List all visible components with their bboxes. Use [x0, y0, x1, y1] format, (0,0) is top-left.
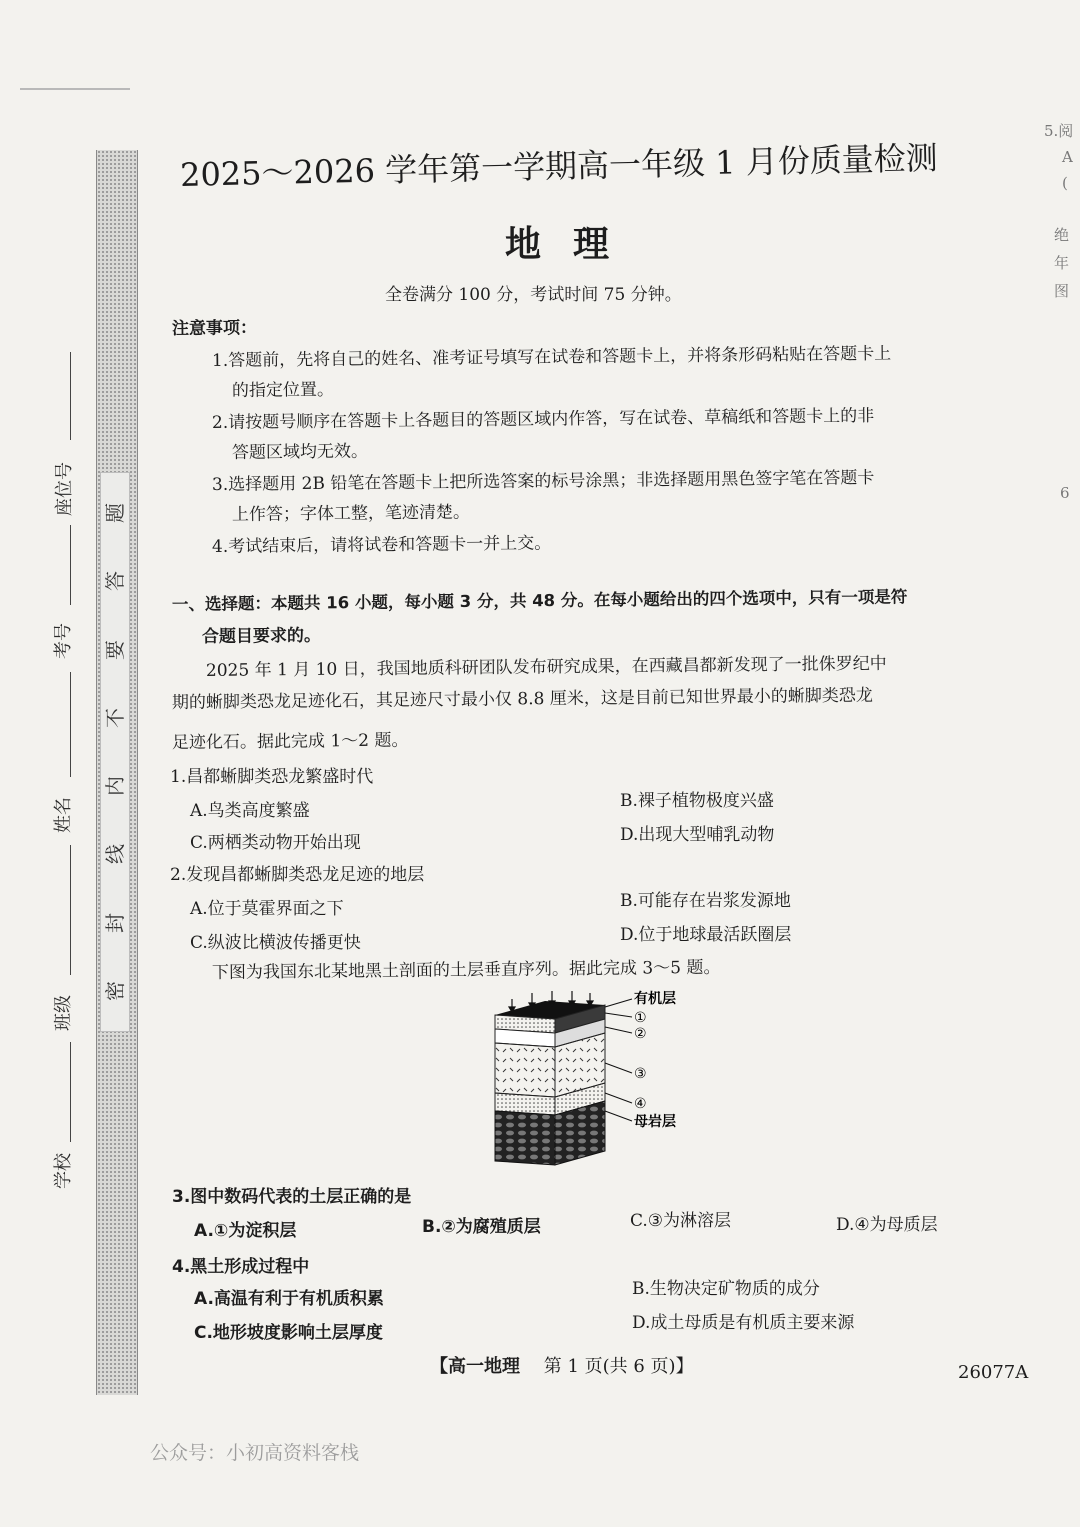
edge-text: 6	[1060, 484, 1070, 502]
question-stem: 3.图中数码代表的土层正确的是	[172, 1187, 412, 1207]
option-b: B.裸子植物极度兴盛	[620, 791, 774, 811]
label-organic: 有机层	[634, 991, 676, 1007]
name-line	[70, 672, 71, 777]
full-mark-text: 全卷满分 100 分，考试时间 75 分钟。	[385, 285, 682, 305]
option-d: D.④为母质层	[836, 1215, 938, 1235]
edge-text: 图	[1054, 282, 1070, 300]
seal-char: 要	[103, 639, 127, 660]
option-b: B.可能存在岩浆发源地	[620, 891, 791, 911]
option-c: C.③为淋溶层	[630, 1211, 732, 1231]
section-heading: 一、选择题：本题共 16 小题，每小题 3 分，共 48 分。在每小题给出的四个选项中，只有一项是符	[171, 587, 908, 614]
exam-number-line	[70, 525, 71, 605]
school-label: 学校	[53, 1153, 74, 1189]
soil-profile-figure	[480, 985, 710, 1175]
school-line	[70, 1042, 71, 1142]
edge-text: (	[1062, 174, 1068, 192]
subject-title: 地理	[505, 224, 642, 265]
notice-line: 3.选择题用 2B 铅笔在答题卡上把所选答案的标号涂黑；非选择题用黑色签字笔在答题卡	[211, 468, 875, 495]
seal-char: 线	[103, 844, 127, 865]
passage-line: 期的蜥脚类恐龙足迹化石，其足迹尺寸最小仅 8.8 厘米，这是目前已知世界最小的蜥脚类恐龙	[171, 685, 873, 713]
option-a: A.位于莫霍界面之下	[190, 899, 344, 919]
paper-code: 26077A	[958, 1362, 1029, 1383]
label-bedrock: 母岩层	[634, 1114, 676, 1130]
option-c: C.纵波比横波传播更快	[190, 933, 361, 953]
seal-char: 题	[103, 503, 127, 523]
footer-subject: 【高一地理	[430, 1356, 520, 1377]
seat-number-label: 座位号	[54, 462, 75, 516]
scan-top-line	[20, 88, 130, 90]
section-heading-cont: 合题目要求的。	[201, 625, 322, 647]
question-stem: 4.黑土形成过程中	[172, 1257, 310, 1277]
option-b: B.生物决定矿物质的成分	[632, 1279, 820, 1299]
notice-line: 上作答；字体工整，笔迹清楚。	[231, 502, 471, 525]
page-footer	[430, 1352, 694, 1378]
notice-line: 4.考试结束后，请将试卷和答题卡一并上交。	[211, 533, 552, 557]
option-d: D.成土母质是有机质主要来源	[632, 1313, 855, 1333]
question-stem: 2.发现昌都蜥脚类恐龙足迹的地层	[170, 865, 425, 885]
question-stem: 1.昌都蜥脚类恐龙繁盛时代	[170, 767, 374, 787]
seat-number-line	[70, 352, 71, 440]
footer-page: 第 1 页(共 6 页)】	[543, 1356, 694, 1377]
name-label: 姓名	[53, 797, 74, 833]
label-4: ④	[634, 1096, 647, 1112]
watermark: 公众号：小初高资料客栈	[150, 1442, 360, 1464]
label-3: ③	[634, 1066, 647, 1082]
exam-title: 2025～2026 学年第一学期高一年级 1 月份质量检测	[179, 138, 939, 194]
label-2: ②	[634, 1026, 647, 1042]
notice-line: 的指定位置。	[231, 379, 335, 401]
class-label: 班级	[53, 995, 74, 1031]
edge-text: 5.阅	[1044, 122, 1074, 140]
edge-text: A	[1062, 148, 1073, 166]
option-a: A.鸟类高度繁盛	[190, 801, 310, 821]
seal-line-box	[100, 472, 130, 1032]
label-leaders	[605, 999, 632, 1121]
option-d: D.出现大型哺乳动物	[620, 825, 775, 845]
option-a: A.高温有利于有机质积累	[194, 1289, 384, 1309]
option-b: B.②为腐殖质层	[422, 1217, 541, 1237]
option-c: C.两栖类动物开始出现	[190, 833, 361, 853]
passage-line: 2025 年 1 月 10 日，我国地质科研团队发布研究成果，在西藏昌都新发现了一批侏罗纪中	[205, 653, 887, 681]
notice-line: 1.答题前，先将自己的姓名、准考证号填写在试卷和答题卡上，并将条形码粘贴在答题卡上	[211, 343, 892, 371]
option-a: A.①为淀积层	[194, 1221, 297, 1241]
notice-heading: 注意事项：	[171, 318, 258, 339]
seal-char: 封	[103, 912, 127, 933]
option-c: C.地形坡度影响土层厚度	[194, 1323, 383, 1343]
seal-char: 内	[103, 776, 127, 797]
edge-text: 绝	[1054, 226, 1070, 244]
passage-line: 下图为我国东北某地黑土剖面的土层垂直序列。据此完成 3～5 题。	[211, 957, 721, 983]
bedrock-front	[495, 1111, 555, 1165]
option-d: D.位于地球最活跃圈层	[620, 925, 792, 945]
class-line	[70, 845, 71, 975]
layer-3-front	[495, 1043, 555, 1097]
seal-char: 密	[103, 980, 127, 1001]
passage-line: 足迹化石。据此完成 1～2 题。	[171, 730, 409, 753]
seal-char: 答	[103, 571, 127, 592]
notice-line: 2.请按题号顺序在答题卡上各题目的答题区域内作答，写在试卷、草稿纸和答题卡上的非	[211, 406, 875, 433]
label-1: ①	[634, 1010, 647, 1026]
notice-line: 答题区域均无效。	[231, 441, 369, 463]
exam-number-label: 考号	[53, 623, 74, 659]
seal-char: 不	[103, 707, 127, 728]
edge-text: 年	[1054, 254, 1070, 272]
